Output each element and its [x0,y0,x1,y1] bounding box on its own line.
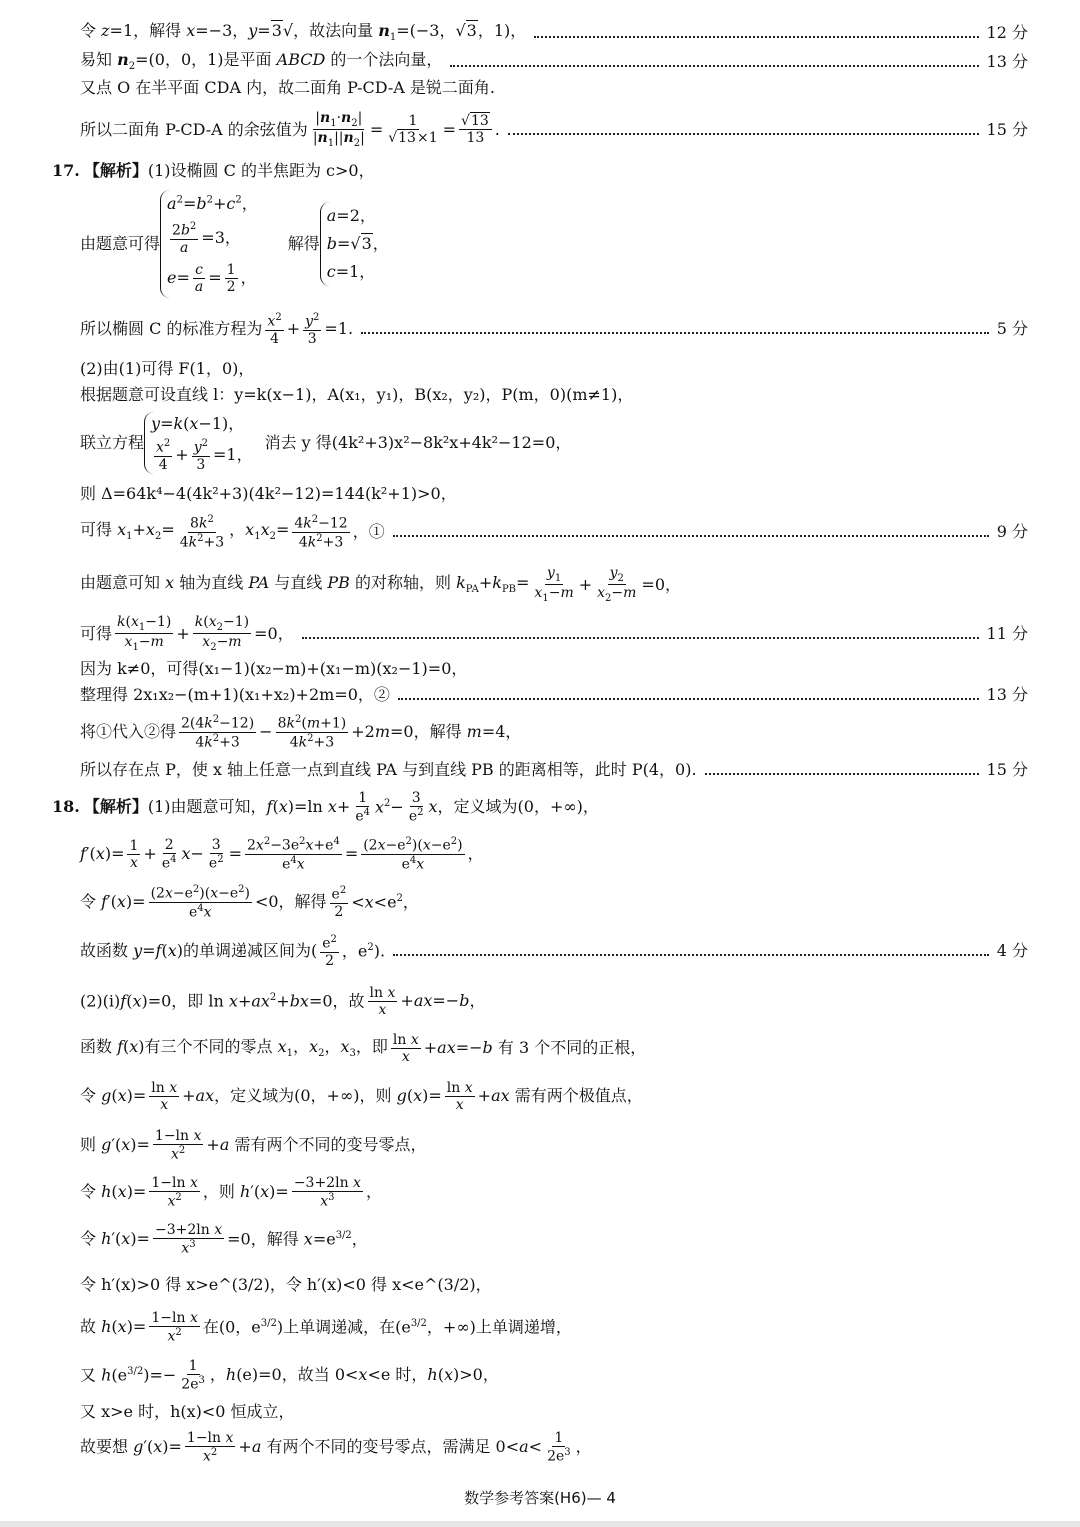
q17-discriminant: 则 Δ=64k⁴−4(4k²+3)(4k²−12)=144(k²+1)>0， [80,484,457,503]
score-label: 9 分 [996,522,1028,542]
bottom-edge [0,1521,1080,1527]
q17-k-form: 可得 $\frac{k(x_1-1)}{x_1-m}$ + $\frac{k(x_2-1)}{x_2-m}$ =0， 11 分 [80,614,1028,654]
page-footer: 数学参考答案(H6)— 4 [464,1489,616,1507]
dot-leader [393,954,989,956]
q16-line-plane-normal: 易知 $n_2=(0$，0，1)是平面 ABCD 的一个法向量， 13 分 [80,50,1028,73]
q16-line-normal-vector: 令 z=1，解得 x=−3，y=3√，故法向量 $n_1=(-3$，√3，1)， 12 分 [80,21,1028,44]
q18-derivative-negative: 令 f′(x)= $\frac{(2x-e^2)(x-e^2)}{e^4x}$ <0，解得 $\frac{e^2}{2}$ $<x<e^2$， [80,884,419,921]
q18-define-g: 令 g(x)= $\frac{\text{ln x}}{x}$ +ax，定义域为(0，+∞)，则 g(x)= $\frac{\text{ln x}}{x}$ +ax 需有两个极值点， [80,1080,643,1114]
q17-ellipse-equation: 所以椭圆 C 的标准方程为 $\frac{x^2}{4}$ + $\frac{y^2}{3}$ =1. 5 分 [80,312,1028,347]
q17-part2-line-setup: 根据题意可设直线 l：y=k(x−1)，A(x₁，y₁)，B(x₂，y₂)，P(m，0)(m≠1)， [80,385,634,404]
analysis-tag: 【解析】 [83,797,148,817]
q17-symmetry: 由题意可知 x 轴为直线 PA 与直线 PB 的对称轴，则 $k_{PA}+k_{PB}=$ $\frac{y_1}{x_1-m}$ + $\frac{y_2}{x_2-m}$ =0， [80,565,682,605]
score-label: 11 分 [986,623,1028,643]
dot-leader [508,133,979,135]
q18-part2-i: (2)(ⅰ)f(x)=0，即 $\ln x+ax^2+bx=0$，故 $\frac{\text{ln x}}{x}$ +ax=−b， [80,985,486,1019]
q18-derivative: f′(x)= $\frac{1}{x}$ + $\frac{2}{e^4}$ x− $\frac{3}{e^2}$ = $\frac{2x^2-3e^2x+e^4}{e^4x}$ = $\frac{(2x-e^2)(x-e^2)}{e^4x}$ ， [80,836,484,873]
dot-leader [302,637,979,639]
cosine-prefix: 所以二面角 P-CD-A 的余弦值为 [80,119,308,139]
q17-substitute: 将①代入②得 $\frac{2(4k^2-12)}{4k^2+3}$ − $\frac{8k^2(m+1)}{4k^2+3}$ +2m=0，解得 m=4， [80,714,522,751]
dot-leader [534,36,978,38]
analysis-tag: 【解析】 [83,161,148,180]
q18-g-prime: 则 g′(x)= $\frac{\text{1−ln x}}{x^2}$ +a 需有两个不同的变号零点， [80,1128,427,1163]
dot-leader [450,65,978,67]
q18-h-monotonic: 故 h(x)= $\frac{\text{1−ln x}}{x^2}$ 在(0，$e^{3/2}$)上单调递减，在($e^{3/2}$，+∞)上单调递增， [80,1310,572,1345]
score-label: 13 分 [986,685,1028,704]
score-label: 15 分 [986,119,1028,139]
q17-arrange: 整理得 2x₁x₂−(m+1)(x₁+x₂)+2m=0，② 13 分 [80,685,1028,704]
q17-heading [52,162,1028,180]
q18-three-zeros: 函数 f(x)有三个不同的零点 $x_1$，$x_2$，$x_3$，即 $\frac{\text{ln x}}{x}$ +ax=−b 有 3 个不同的正根， [80,1032,647,1066]
dot-leader [393,535,989,537]
q17-k-nonzero: 因为 k≠0，可得(x₁−1)(x₂−m)+(x₁−m)(x₂−1)=0， [80,659,468,678]
question-number: 17. [52,161,80,180]
q18-h-prime-sign: 令 h′(x)>0 得 x>e^(3/2)，令 h′(x)<0 得 x<e^(3/2)， [80,1275,492,1294]
score-label: 5 分 [996,319,1028,339]
q18-h-values: 又 $h(e^{3/2})=-$ $\frac{1}{2e^3}$ ，h(e)=0，故当 0<x<e 时，h(x)>0， [80,1358,499,1393]
q18-heading: 18. 【解析】 (1)由题意可知，f(x)=ln x+ $\frac{1}{e^4}$ $x^2-$ $\frac{3}{e^2}$ x，定义域为(0，+∞)， [52,790,599,825]
score-label: 15 分 [986,760,1028,779]
q17-conclusion: 所以存在点 P，使 x 轴上任意一点到直线 PA 与到直线 PB 的距离相等，此时 P(4，0). 15 分 [80,760,1028,779]
q16-line-cosine: 所以二面角 P-CD-A 的余弦值为 $\frac{|n_1\cdot n_2|}{|n_1||n_2|}$ = $\frac{1}{√13\times 1}$ = $\frac{√13}{13}$ . 15 分 [80,110,1028,150]
question-number: 18. [52,797,80,817]
q16-line-acute-angle: 又点 O 在半平面 CDA 内，故二面角 P-CD-A 是锐二面角. [80,78,495,97]
score-label: 12 分 [986,22,1028,42]
q17-vieta: 可得 $x_1+x_2=$ $\frac{8k^2}{4k^2+3}$ ，$x_1x_2=$ $\frac{4k^2-12}{4k^2+3}$ ，① 9 分 [80,514,1028,551]
score-label: 4 分 [996,941,1028,961]
q17-given-system: 由题意可得 $a^2=b^2+c^2$， $\frac{2b^2}{a}$ =3， e= $\frac{c}{a}$ = $\frac{1}{2}$ ， 解得 a=2， b=√3， c=1， [80,188,1028,300]
dot-leader [361,332,989,334]
q18-h-negative: 又 x>e 时，h(x)<0 恒成立， [80,1402,295,1421]
score-label: 13 分 [986,51,1028,71]
q18-define-h: 令 h(x)= $\frac{\text{1−ln x}}{x^2}$ ，则 h′(x)= $\frac{\text{−3+2ln x}}{x^3}$ ， [80,1175,382,1210]
q18-decreasing-interval: 故函数 y=f(x)的单调递减区间为( $\frac{e^2}{2}$ ，$e^2$). 4 分 [80,934,1028,969]
q18-a-range: 故要想 g′(x)= $\frac{\text{1−ln x}}{x^2}$ +a 有两个不同的变号零点，需满足 0<a< $\frac{1}{2e^3}$ ， [80,1430,592,1465]
dot-leader [398,698,979,700]
q17-combine-system: 联立方程 y=k(x−1)， $\frac{x^2}{4}$ + $\frac{y^2}{3}$ =1， 消去 y 得(4k²+3)x²−8k²x+4k²−12=0， [80,410,1028,476]
dot-leader [705,773,979,775]
q18-h-prime-zero: 令 h′(x)= $\frac{\text{−3+2ln x}}{x^3}$ =0，解得 $x=e^{3/2}$， [80,1222,368,1257]
q17-intro: (1)设椭圆 C 的半焦距为 c>0， [147,161,375,180]
q17-part2-focus: (2)由(1)可得 F(1，0)， [80,359,255,378]
